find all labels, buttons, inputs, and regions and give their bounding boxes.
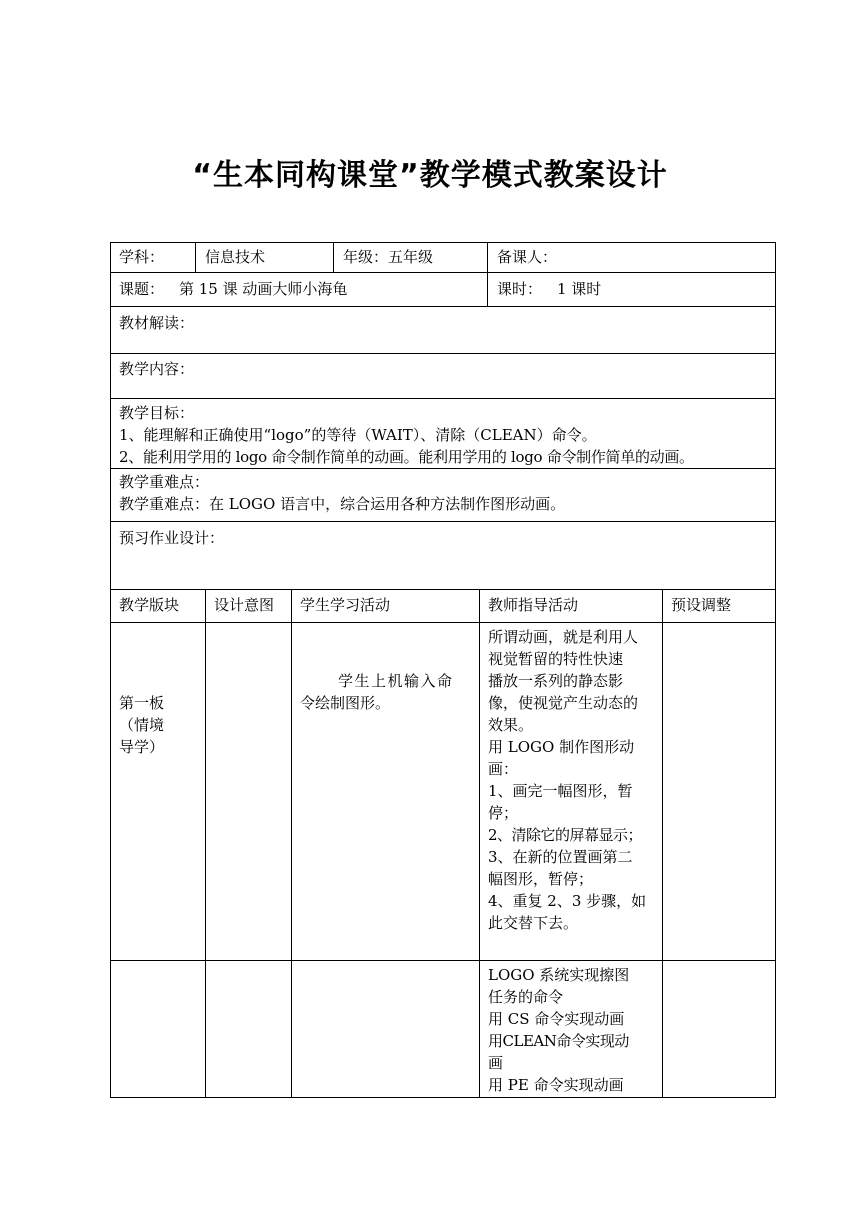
table-border-line [333, 242, 334, 272]
table-border-line [110, 521, 776, 522]
column-header: 预设调整 [671, 596, 732, 614]
teacher-activity: 用 PE 命令实现动画 [488, 1076, 624, 1094]
teacher-activity: 视觉暂留的特性快速 [488, 650, 624, 668]
subject-value: 信息技术 [205, 248, 266, 266]
preparer-field: 备课人： [497, 248, 558, 266]
table-border-line [110, 960, 776, 961]
column-header: 教师指导活动 [488, 596, 579, 614]
teacher-activity: 效果。 [488, 716, 534, 734]
student-activity: 学生上机输入命 [338, 672, 454, 690]
column-header: 设计意图 [214, 596, 275, 614]
difficulty-label: 教学重难点： [119, 473, 210, 491]
table-border-line [110, 622, 776, 623]
table-border-line [662, 589, 663, 1097]
teacher-activity: 用 CS 命令实现动画 [488, 1010, 625, 1028]
topic-value: 第 15 课 动画大师小海龟 [179, 280, 348, 298]
teacher-activity: 幅图形，暂停； [488, 870, 594, 888]
hours-value: 1 课时 [557, 280, 602, 298]
table-border-line [479, 589, 480, 1097]
grade-field: 年级：五年级 [343, 248, 434, 266]
table-border-line [110, 242, 776, 243]
teacher-activity: 任务的命令 [488, 988, 564, 1006]
column-header: 教学版块 [119, 596, 180, 614]
teacher-activity: 画 [488, 1054, 504, 1072]
student-activity: 令绘制图形。 [300, 694, 391, 712]
objective-item: 1、能理解和正确使用“logo”的等待（WAIT）、清除（CLEAN）命令。 [119, 426, 597, 444]
teacher-activity: 画： [488, 760, 519, 778]
difficulty-text: 教学重难点：在 LOGO 语言中，综合运用各种方法制作图形动画。 [119, 495, 566, 513]
table-border-line [195, 242, 196, 272]
table-border-line [110, 242, 111, 1098]
objective-item: 2、能利用学用的 logo 命令制作简单的动画。能利用学用的 logo 命令制作简单的动画。 [119, 448, 694, 466]
table-border-line [487, 242, 488, 272]
teacher-activity: 停； [488, 804, 519, 822]
teacher-activity: 1、画完一幅图形，暂 [488, 782, 633, 800]
teacher-activity: 所谓动画，就是利用人 [488, 628, 639, 646]
page-title: “生本同构课堂”教学模式教案设计 [192, 158, 668, 193]
teacher-activity: 2、清除它的屏幕显示； [488, 826, 643, 844]
hours-label: 课时： [497, 280, 543, 298]
table-border-line [291, 589, 292, 1097]
teacher-activity: 3、在新的位置画第二 [488, 848, 633, 866]
objectives-label: 教学目标： [119, 404, 195, 422]
content-section: 教学内容： [119, 360, 195, 378]
table-border-line [110, 398, 776, 399]
table-border-line [110, 272, 776, 273]
block-name: 第一板 [119, 694, 165, 712]
block-name: 导学） [119, 738, 165, 756]
subject-label: 学科： [119, 248, 165, 266]
table-border-line [110, 306, 776, 307]
column-header: 学生学习活动 [300, 596, 391, 614]
table-border-line [775, 242, 776, 1098]
textbook-section: 教材解读： [119, 314, 195, 332]
teacher-activity: LOGO 系统实现擦图 [488, 966, 630, 984]
table-border-line [110, 1097, 776, 1098]
table-border-line [205, 589, 206, 1097]
table-border-line [110, 468, 776, 469]
teacher-activity: 用CLEAN命令实现动 [488, 1032, 629, 1050]
table-border-line [487, 272, 488, 306]
block-name: （情境 [119, 716, 165, 734]
preview-section: 预习作业设计： [119, 529, 225, 547]
teacher-activity: 用 LOGO 制作图形动 [488, 738, 635, 756]
teacher-activity: 播放一系列的静态影 [488, 672, 624, 690]
table-border-line [110, 589, 776, 590]
teacher-activity: 4、重复 2、3 步骤，如 [488, 892, 647, 910]
teacher-activity: 像，使视觉产生动态的 [488, 694, 639, 712]
topic-label: 课题： [119, 280, 165, 298]
table-border-line [110, 353, 776, 354]
teacher-activity: 此交替下去。 [488, 914, 579, 932]
